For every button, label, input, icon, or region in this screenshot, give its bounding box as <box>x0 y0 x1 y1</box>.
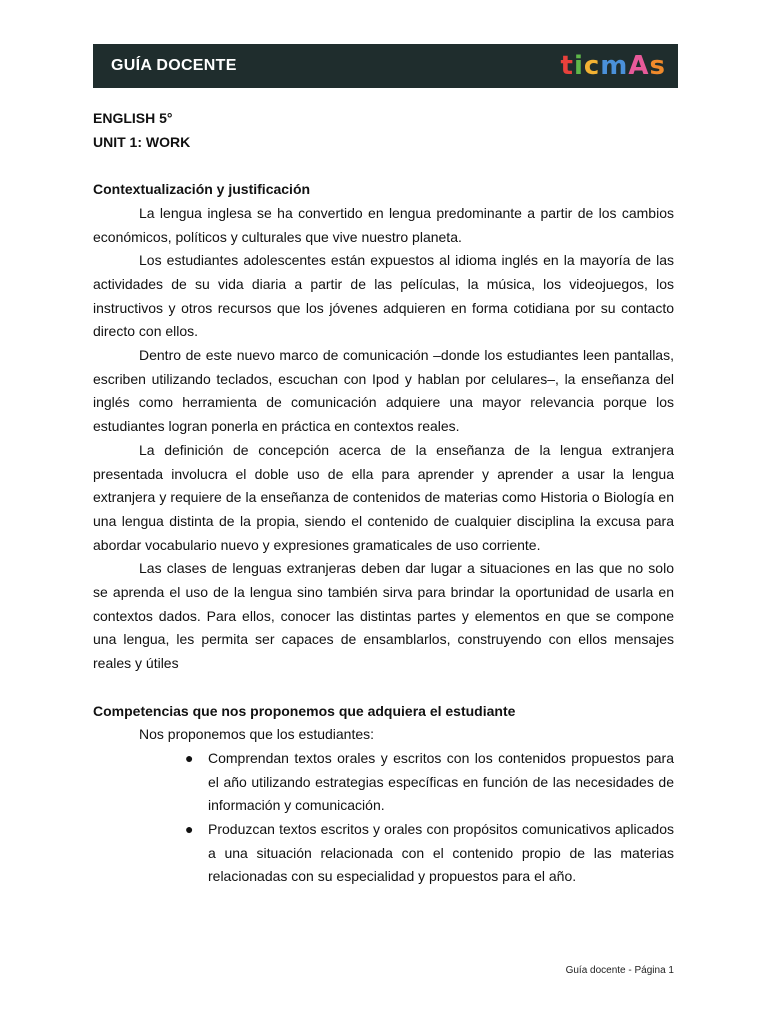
header-title: GUÍA DOCENTE <box>111 57 237 74</box>
course-subject: ENGLISH 5° <box>93 110 173 126</box>
logo-letter: t <box>560 51 574 81</box>
paragraph: Los estudiantes adolescentes están expuestos al idioma inglés en la mayoría de las actividades de su vida diaria a partir de las películas, la música, los videojuegos, los instructivos y otros recursos que los jóvenes adquieren en forma cotidiana por su contacto directo con ellos. <box>93 252 674 340</box>
page-footer: Guía docente - Página 1 <box>565 965 674 976</box>
bullet-icon: ● <box>185 821 194 838</box>
paragraph: Las clases de lenguas extranjeras deben dar lugar a situaciones en las que no solo se aprenda el uso de la lengua sino también sirva para brindar la oportunidad de usarla en contextos dados. Para ellos, conocer las distintas partes y elementos en que se compone una lengua, les permita ser capaces de ensamblarlos, construyendo con ellos mensajes reales y útiles <box>93 560 674 672</box>
tiemas-logo <box>561 52 666 80</box>
logo-letter: A <box>628 51 650 81</box>
section-intro: Nos proponemos que los estudiantes: <box>139 726 375 743</box>
course-unit: UNIT 1: WORK <box>93 133 191 150</box>
paragraph: La lengua inglesa se ha convertido en lengua predominante a partir de los cambios económicos, políticos y culturales que vive nuestro planeta. <box>93 204 674 245</box>
logo-letter: c <box>583 51 601 81</box>
paragraph: Dentro de este nuevo marco de comunicación –donde los estudiantes leen pantallas, escriben utilizando teclados, escuchan con Ipod y hablan por celulares–, la enseñanza del inglés como herramienta de comunicación adquiere una mayor relevancia porque los estudiantes logran ponerla en práctica en contextos reales. <box>93 347 674 435</box>
section-title: Competencias que nos proponemos que adquiera el estudiante <box>93 702 516 719</box>
list-item-text: Comprendan textos orales y escritos con los contenidos propuestos para el año utilizando estrategias específicas en función de las necesidades de información y comunicación. <box>208 749 674 814</box>
list-item-text: Produzcan textos escritos y orales con propósitos comunicativos aplicados a una situación relacionada con el contenido propio de las materias relacionadas con su especialidad y propuestos para el año. <box>208 821 674 885</box>
document-body <box>93 107 674 889</box>
logo-letter: s <box>649 51 666 81</box>
paragraph: La definición de concepción acerca de la enseñanza de la lengua extranjera presentada involucra el doble uso de ella para aprender y aprender a usar la lengua extranjera y requiere de la enseñanza de contenidos de materias como Historia o Biología en una lengua distinta de la propia, siendo el contenido de cualquier disciplina la excusa para abordar vocabulario nuevo y expresiones gramaticales de uso corriente. <box>93 441 674 553</box>
competencies-list <box>93 747 674 889</box>
logo-letter: m <box>600 51 629 81</box>
list-item <box>93 747 674 818</box>
logo-letter: i <box>573 51 584 81</box>
header-bar <box>93 44 678 88</box>
section-title: Contextualización y justificación <box>93 181 311 198</box>
list-item <box>93 818 674 889</box>
bullet-icon: ● <box>185 749 194 766</box>
